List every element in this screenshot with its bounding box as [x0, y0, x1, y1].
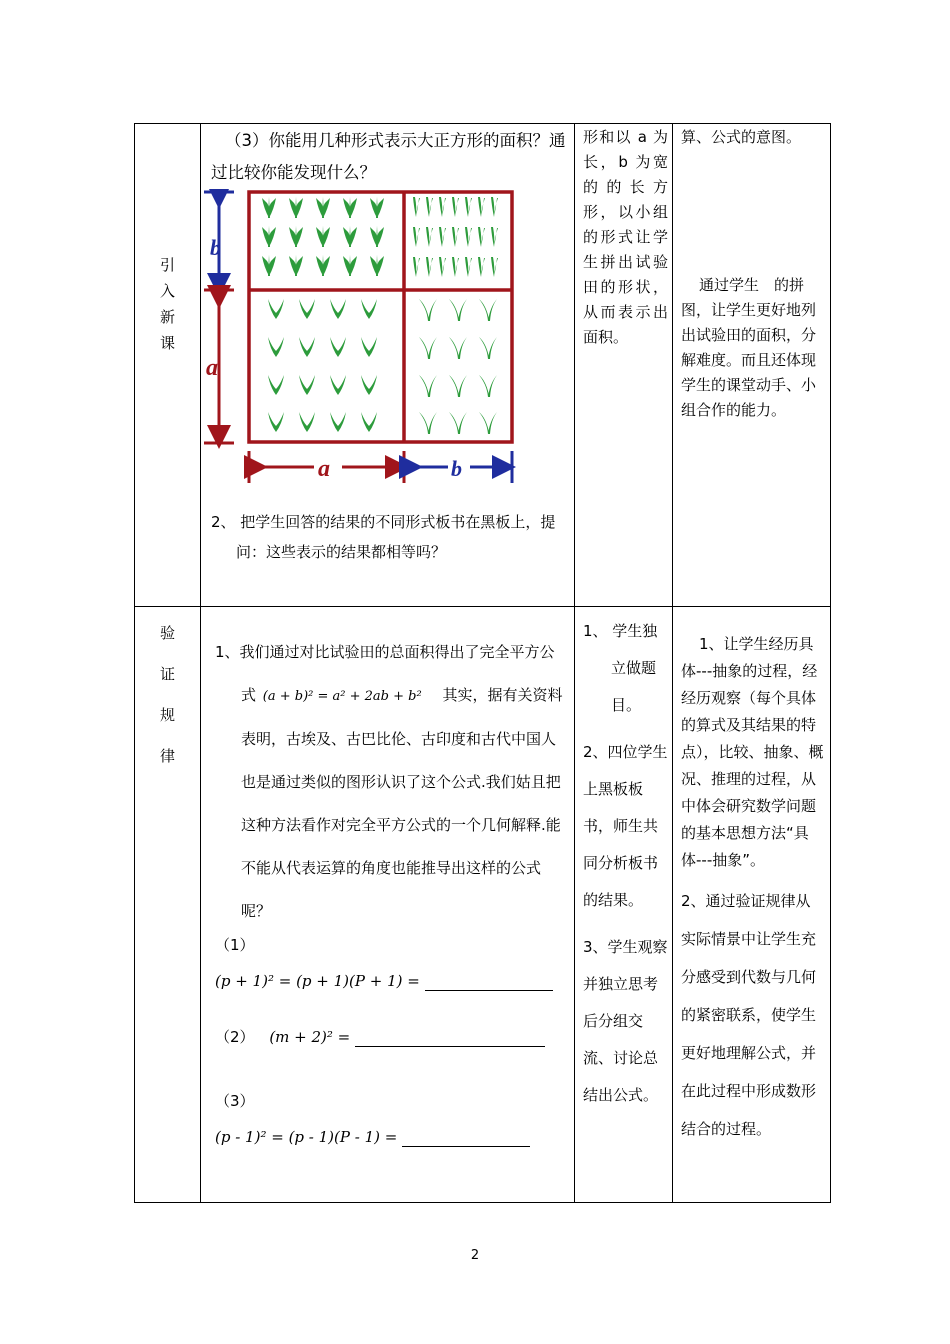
p1-intro-text: 1、我们通过对比试验田的总面积得出了完全平方公式: [215, 643, 555, 704]
student-cell-intro: [575, 124, 673, 607]
ex3-formula: (p - 1)² = (p - 1)(P - 1) =: [215, 1128, 398, 1146]
stage-char: 律: [159, 747, 175, 765]
grass-bottom-right: [419, 299, 497, 434]
intent-top-text: 算、公式的意图。: [681, 128, 802, 146]
ex2-formula: (m + 2)² =: [269, 1028, 351, 1046]
stage-char: 证: [159, 665, 175, 683]
student-step-1: 1、 学生独立做题目。: [583, 622, 658, 714]
label-b-bottom: b: [451, 456, 462, 481]
stage-cell-verify: [135, 607, 201, 1203]
ex3-label: （3）: [215, 1092, 255, 1110]
ex2-label: （2）: [215, 1028, 255, 1046]
step2-text: 2、 把学生回答的结果的不同形式板书在黑板上，提问：这些表示的结果都相等吗？: [211, 513, 556, 561]
p1-body-text: 其实，据有关资料表明，古埃及、古巴比伦、古印度和古代中国人也是通过类似的图形认识了这个公式.我们姑且把这种方法看作对完全平方公式的一个几何解释.能不能从代表运算的角度也能推导出这样的公式呢？: [241, 686, 563, 920]
label-a-left: a: [206, 355, 218, 381]
paragraph-1: [215, 631, 566, 933]
content-cell-intro: [201, 124, 575, 607]
student-step-2: 2、四位学生上黑板板书，师生共同分析板书的结果。: [583, 743, 668, 909]
intent-step-1: 1、让学生经历具体---抽象的过程，经经历观察（每个具体的算式及其结果的特点），比较、抽象、概况、推理的过程，从中体会研究数学问题的基本思想方法“具体---抽象”。: [681, 635, 824, 869]
student-cell-verify: [575, 607, 673, 1203]
stage-char: 课: [159, 334, 175, 352]
stage-char: 新: [159, 308, 175, 326]
lesson-table: [134, 123, 831, 1203]
grass-top-right: [413, 197, 498, 277]
stage-char: 入: [159, 282, 175, 300]
big-square: [249, 192, 512, 442]
intent-cell-intro: [673, 124, 831, 607]
table-row-verify: [135, 607, 831, 1203]
stage-char: 引: [159, 256, 175, 274]
intent-cell-verify: [673, 607, 831, 1203]
label-a-bottom: a: [318, 456, 330, 482]
stage-char: 验: [159, 624, 175, 642]
square-figure: [204, 189, 524, 489]
intent-step-2: 2、通过验证规律从实际情景中让学生充分感受到代数与几何的紧密联系，使学生更好地理解公式，并在此过程中形成数形结合的过程。: [681, 892, 817, 1138]
content-cell-verify: [201, 607, 575, 1203]
page-number: 2: [470, 1248, 480, 1263]
grass-bottom-left: [268, 299, 377, 432]
ex1-formula: (p + 1)² = (p + 1)(P + 1) =: [215, 972, 420, 990]
question-text: （3）你能用几种形式表示大正方形的面积？通过比较你能发现什么？: [211, 131, 566, 182]
stage-char: 规: [159, 706, 175, 724]
ex1-answer-blank[interactable]: [425, 972, 553, 991]
student-activity-text: 形和以 a 为长，b 为宽的的长方形，以小组的形式让学生拼出试验田的形状，从而表示出面积。: [583, 128, 668, 346]
label-b-left: b: [210, 235, 221, 260]
student-step-3: 3、学生观察并独立思考后分组交流、讨论总结出公式。: [583, 938, 668, 1104]
intent-main-text: 通过学生 的拼图，让学生更好地列出试验田的面积，分解难度。而且还体现学生的课堂动手、小组合作的能力。: [681, 276, 817, 419]
ex1-label: （1）: [215, 936, 255, 954]
table-row-intro: [135, 124, 831, 607]
ex3-answer-blank[interactable]: [402, 1128, 530, 1147]
ex2-answer-blank[interactable]: [355, 1028, 545, 1047]
stage-cell-intro: [135, 124, 201, 607]
grass-top-left: [262, 197, 384, 276]
formula-main: (a + b)² = a² + 2ab + b²: [262, 689, 422, 704]
